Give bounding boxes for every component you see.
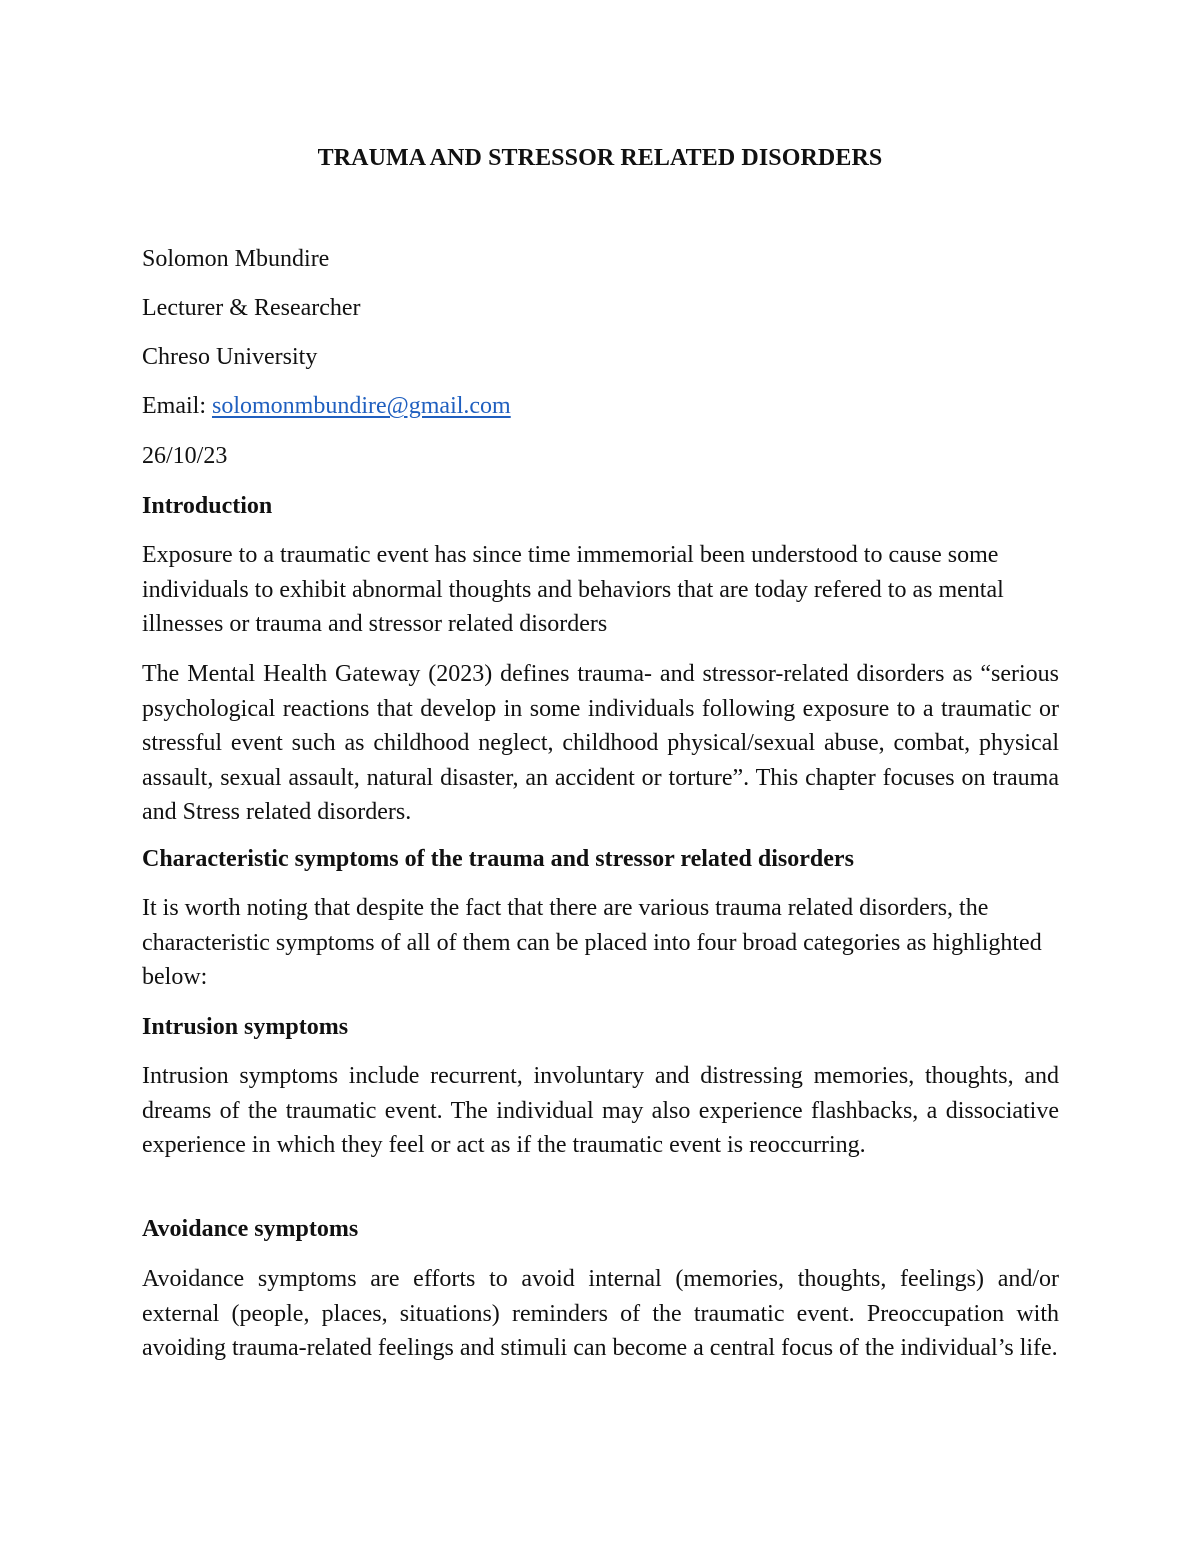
intrusion-heading: Intrusion symptoms: [142, 1014, 349, 1040]
introduction-paragraph-2: The Mental Health Gateway (2023) defines trauma- and stressor-related disorders as “serious psychological reactions that develop in some individuals following exposure to a traumatic or stressful event such as childhood neglect, childhood physical/sexual abuse, combat, physical assault, sexual assault, natural disaster, an accident or torture”. This chapter focuses on trauma and Stress related disorders.: [142, 661, 1059, 825]
email-link[interactable]: solomonmbundire@gmail.com: [211, 393, 511, 419]
document-title: TRAUMA AND STRESSOR RELATED DISORDERS: [317, 145, 883, 171]
intrusion-paragraph: Intrusion symptoms include recurrent, involuntary and distressing memories, thoughts, and dreams of the traumatic event. The individual may also experience flashbacks, a dissociative experience in which they feel or act as if the traumatic event is reoccurring.: [142, 1063, 1059, 1158]
email-line: [142, 390, 511, 422]
characteristic-heading: Characteristic symptoms of the trauma and stressor related disorders: [142, 846, 854, 872]
email-label: Email:: [142, 393, 212, 419]
author-name: Solomon Mbundire: [142, 246, 330, 272]
introduction-heading: Introduction: [142, 493, 273, 519]
author-institution: Chreso University: [142, 344, 318, 370]
introduction-paragraph-1: Exposure to a traumatic event has since time immemorial been understood to cause some individuals to exhibit abnormal thoughts and behaviors that are today refered to as mental illnesses or trauma and stressor related disorders: [142, 542, 1004, 637]
avoidance-heading: Avoidance symptoms: [142, 1216, 359, 1242]
characteristic-paragraph: It is worth noting that despite the fact that there are various trauma related disorders, the characteristic symptoms of all of them can be placed into four broad categories as highlighted below:: [142, 895, 1042, 990]
document-date: 26/10/23: [142, 443, 228, 469]
avoidance-paragraph: Avoidance symptoms are efforts to avoid internal (memories, thoughts, feelings) and/or external (people, places, situations) reminders of the traumatic event. Preoccupation with avoiding trauma-related feelings and stimuli can become a central focus of the individual’s life.: [142, 1266, 1059, 1361]
author-role: Lecturer & Researcher: [142, 295, 361, 321]
